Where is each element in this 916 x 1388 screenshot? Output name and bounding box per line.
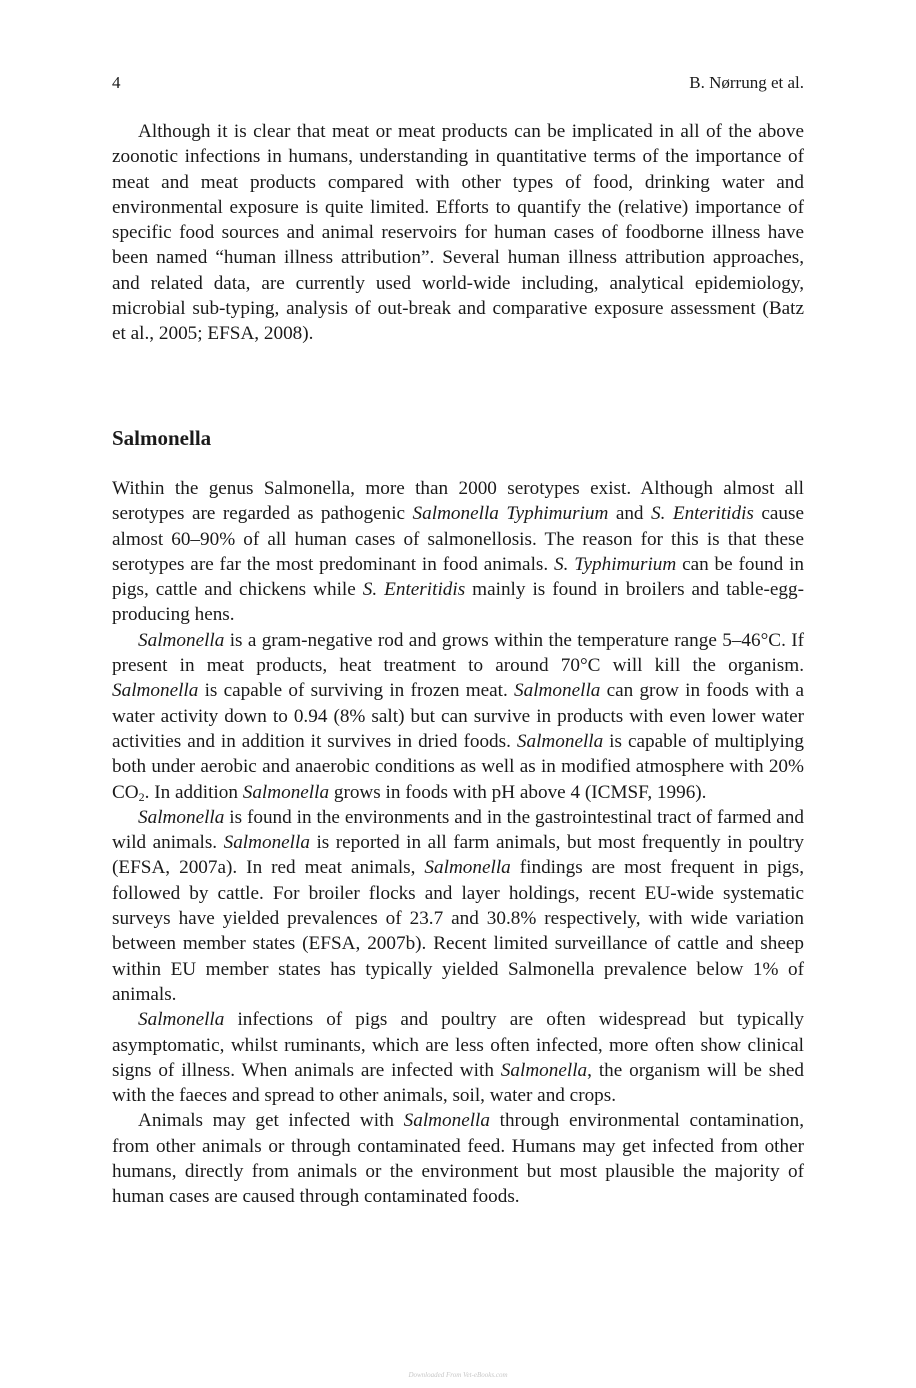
paragraph-4 bbox=[112, 1007, 804, 1108]
italic-genus-name: Salmonella bbox=[242, 781, 330, 803]
italic-genus-name: Salmonella bbox=[138, 1009, 225, 1031]
text-run: findings are most frequent in pigs, followed by cattle. For broiler flocks and layer holdings, recent EU-wide systematic surveys have yielded prevalences of 23.7 and 30.8% respectively, with wide variation between member states (EFSA, 2007b). Recent limited surveillance of cattle and sheep within EU member states has typically yielded Salmonella prevalence below 1% of animals. bbox=[112, 857, 805, 1005]
text-run: is a gram-negative rod and grows within the temperature range 5–46°C. If present in meat products, heat treatment to around 70°C will kill the organism. bbox=[112, 629, 804, 677]
text-run: is reported in all farm animals, but most frequently in poultry (EFSA, 2007a). In red meat animals, bbox=[112, 832, 804, 879]
italic-genus-name: Salmonella bbox=[514, 680, 601, 702]
text-run: through environmental contamination, from other animals or through contaminated feed. Humans may get infected from other humans, directly from animals or the environment but most plausible the majority of human cases are caused through contaminated foods. bbox=[112, 1110, 805, 1208]
text-run: is capable of surviving in frozen meat. bbox=[198, 680, 515, 702]
italic-genus-name: Salmonella bbox=[112, 680, 199, 702]
italic-genus-name: Salmonella bbox=[138, 629, 225, 651]
text-run: infections of pigs and poultry are often widespread but typically asymptomatic, whilst ruminants, which are less often infected, more often show clinical signs of illness. When animals are infected with bbox=[112, 1009, 804, 1081]
paragraph-3 bbox=[112, 805, 804, 1007]
text-run: grows in foods with pH above 4 (ICMSF, 1996). bbox=[329, 781, 707, 803]
text-run: cause almost 60–90% of all human cases of salmonellosis. The reason for this is that these serotypes are far the most predominant in food animals. bbox=[112, 503, 804, 575]
italic-species-name: Salmonella Typhimurium bbox=[412, 503, 609, 525]
italic-species-name: S. Typhimurium bbox=[554, 553, 677, 575]
text-run: and bbox=[608, 503, 651, 525]
italic-genus-name: Salmonella bbox=[424, 857, 511, 879]
text-run: Animals may get infected with bbox=[138, 1110, 404, 1132]
italic-genus-name: Salmonella bbox=[500, 1059, 588, 1081]
paragraph-1 bbox=[112, 476, 804, 628]
italic-species-name: S. Enteritidis bbox=[362, 579, 466, 601]
text-run: can be found in pigs, cattle and chickens while bbox=[112, 553, 804, 601]
italic-genus-name: Salmonella bbox=[223, 832, 310, 854]
text-run: mainly is found in broilers and table-egg-producing hens. bbox=[112, 579, 804, 626]
italic-species-name: S. Enteritidis bbox=[651, 503, 754, 525]
text-run: is capable of multiplying both under aerobic and anaerobic conditions as well as in modified atmosphere with 20% CO bbox=[112, 730, 804, 803]
running-head-authors: B. Nørrung et al. bbox=[689, 73, 804, 92]
paragraph-5 bbox=[112, 1108, 804, 1209]
footer-watermark: Downloaded From Vet-eBooks.com bbox=[408, 1371, 508, 1379]
text-run: Within the genus Salmonella, more than 2000 serotypes exist. Although almost all serotypes are regarded as pathogenic bbox=[112, 478, 804, 525]
intro-paragraph: Although it is clear that meat or meat products can be implicated in all of the above zoonotic infections in humans, understanding in quantitative terms of the importance of meat and meat products compared with other types of food, drinking water and environmental exposure is quite limited. Efforts to quantify the (relative) importance of specific food sources and animal reservoirs for human cases of foodborne illness have been named “human illness attribution”. Several human illness attribution approaches, and related data, are currently used world-wide including, analytical epidemiology, microbial sub-typing, analysis of out-break and comparative exposure assessment (Batz et al., 2005; EFSA, 2008). bbox=[112, 121, 804, 345]
section-heading: Salmonella bbox=[112, 426, 212, 450]
page-number: 4 bbox=[112, 73, 121, 92]
text-run: can grow in foods with a water activity down to 0.94 (8% salt) but can survive in products with even lower water activities and in addition it survives in dried foods. bbox=[112, 680, 804, 752]
text-run: is found in the environments and in the gastrointestinal tract of farmed and wild animals. bbox=[112, 806, 804, 854]
italic-genus-name: Salmonella bbox=[138, 806, 225, 828]
intro-section bbox=[112, 119, 804, 347]
salmonella-section-body bbox=[112, 476, 804, 1210]
italic-genus-name: Salmonella bbox=[516, 730, 604, 752]
subscript: 2 bbox=[138, 789, 145, 804]
text-run: . In addition bbox=[144, 781, 243, 803]
text-run: , the organism will be shed with the faeces and spread to other animals, soil, water and crops. bbox=[112, 1059, 804, 1107]
italic-genus-name: Salmonella bbox=[403, 1110, 490, 1132]
paragraph-2 bbox=[112, 628, 804, 805]
